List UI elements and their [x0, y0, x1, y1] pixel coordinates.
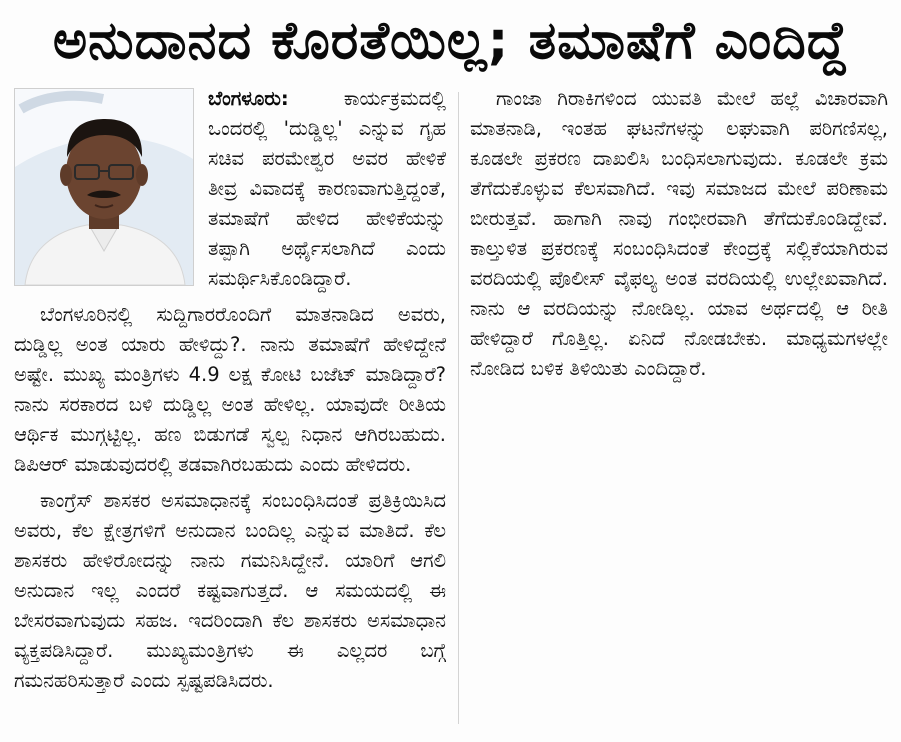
paragraph-3: ಕಾಂಗ್ರೆಸ್ ಶಾಸಕರ ಅಸಮಾಧಾನಕ್ಕೆ ಸಂಬಂಧಿಸಿದಂತೆ ಪ್ರತಿಕ್ರಿಯಿಸಿದ ಅವರು, ಕೆಲ ಕ್ಷೇತ್ರಗಳಿಗೆ ಅನುದಾನ ಬಂದಿಲ್ಲ ಎನ್ನುವ ಮಾತಿದೆ. ಕೆಲ ಶಾಸಕರು ಹೇಳಿರೋದನ್ನು ನಾನು ಗಮನಿಸಿದ್ದೇನೆ. ಯಾರಿಗೆ ಆಗಲಿ ಅನುದಾನ ಇಲ್ಲ ಎಂದರೆ ಕಷ್ಟವಾಗುತ್ತದೆ. ಆ ಸಮಯದಲ್ಲಿ ಈ ಬೇಸರವಾಗುವುದು ಸಹಜ. ಇದರಿಂದಾಗಿ ಕೆಲ ಶಾಸಕರು ಅಸಮಾಧಾನ ವ್ಯಕ್ತಪಡಿಸಿದ್ದಾರೆ. ಮುಖ್ಯಮಂತ್ರಿಗಳು ಈ ಎಲ್ಲದರ ಬಗ್ಗೆ ಗಮನಹರಿಸುತ್ತಾರೆ ಎಂದು ಸ್ಪಷ್ಟಪಡಿಸಿದರು.	[14, 489, 446, 692]
article-column-left	[14, 84, 446, 702]
headline: ಅನುದಾನದ ಕೊರತೆಯಿಲ್ಲ; ತಮಾಷೆಗೆ ಎಂದಿದ್ದೆ	[52, 11, 849, 71]
paragraph-2: ಬೆಂಗಳೂರಿನಲ್ಲಿ ಸುದ್ದಿಗಾರರೊಂದಿಗೆ ಮಾತನಾಡಿದ ಅವರು, ದುಡ್ಡಿಲ್ಲ ಅಂತ ಯಾರು ಹೇಳಿದ್ದು?. ನಾನು ತಮಾಷೆಗೆ ಹೇಳಿದ್ದೇನೆ ಅಷ್ಟೇ. ಮುಖ್ಯ ಮಂತ್ರಿಗಳು 4.9 ಲಕ್ಷ ಕೋಟಿ ಬಜೆಟ್ ಮಾಡಿದ್ದಾರೆ? ನಾನು ಸರಕಾರದ ಬಳಿ ದುಡ್ಡಿಲ್ಲ ಅಂತ ಹೇಳಿಲ್ಲ. ಯಾವುದೇ ರೀತಿಯ ಆರ್ಥಿಕ ಮುಗ್ಗಟ್ಟಿಲ್ಲ. ಹಣ ಬಿಡುಗಡೆ ಸ್ವಲ್ಪ ನಿಧಾನ ಆಗಿರಬಹುದು. ಡಿಪಿಆರ್ ಮಾಡುವುದರಲ್ಲಿ ತಡವಾಗಿರಬಹುದು ಎಂದು ಹೇಳಿದರು.	[14, 303, 446, 476]
minister-photo	[14, 88, 194, 286]
dateline: ಬೆಂಗಳೂರು:	[208, 87, 289, 110]
article-column-right	[470, 84, 888, 390]
portrait-image	[15, 89, 193, 285]
paragraph-intro-text: ಕಾರ್ಯಕ್ರಮದಲ್ಲಿ ಒಂದರಲ್ಲಿ 'ದುಡ್ಡಿಲ್ಲ' ಎನ್ನುವ ಗೃಹ ಸಚಿವ ಪರಮೇಶ್ವರ ಅವರ ಹೇಳಿಕೆ ತೀವ್ರ ವಿವಾದಕ್ಕೆ ಕಾರಣವಾಗುತ್ತಿದ್ದಂತೆ, ತಮಾಷೆಗೆ ಹೇಳಿದ ಹೇಳಿಕೆಯನ್ನು ತಪ್ಪಾಗಿ ಅರ್ಥೈಸಲಾಗಿದೆ ಎಂದು ಸಮರ್ಥಿಸಿಕೊಂಡಿದ್ದಾರೆ.	[208, 87, 446, 290]
column-divider	[458, 92, 459, 724]
paragraph-4: ಗಾಂಜಾ ಗಿರಾಕಿಗಳಿಂದ ಯುವತಿ ಮೇಲೆ ಹಲ್ಲೆ ವಿಚಾರವಾಗಿ ಮಾತನಾಡಿ, ಇಂತಹ ಘಟನೆಗಳನ್ನು ಲಘುವಾಗಿ ಪರಿಗಣಿಸಲ್ಲ, ಕೂಡಲೇ ಪ್ರಕರಣ ದಾಖಲಿಸಿ ಬಂಧಿಸಲಾಗುವುದು. ಕೂಡಲೇ ಕ್ರಮ ತೆಗೆದುಕೊಳ್ಳುವ ಕೆಲಸವಾಗಿದೆ. ಇವು ಸಮಾಜದ ಮೇಲೆ ಪರಿಣಾಮ ಬೀರುತ್ತವೆ. ಹಾಗಾಗಿ ನಾವು ಗಂಭೀರವಾಗಿ ತೆಗೆದುಕೊಂಡಿದ್ದೇವೆ. ಕಾಲ್ತುಳಿತ ಪ್ರಕರಣಕ್ಕೆ ಸಂಬಂಧಿಸಿದಂತೆ ಕೇಂದ್ರಕ್ಕೆ ಸಲ್ಲಿಕೆಯಾಗಿರುವ ವರದಿಯಲ್ಲಿ ಪೊಲೀಸ್ ವೈಫಲ್ಯ ಅಂತ ವರದಿಯಲ್ಲಿ ಉಲ್ಲೇಖವಾಗಿದೆ. ನಾನು ಆ ವರದಿಯನ್ನು ನೋಡಿಲ್ಲ. ಯಾವ ಅರ್ಥದಲ್ಲಿ ಆ ರೀತಿ ಹೇಳಿದ್ದಾರೆ ಗೊತ್ತಿಲ್ಲ. ಏನಿದೆ ನೋಡಬೇಕು. ಮಾಧ್ಯಮಗಳಲ್ಲೇ ನೋಡಿದ ಬಳಿಕ ತಿಳಿಯಿತು ಎಂದಿದ್ದಾರೆ.	[470, 87, 888, 380]
